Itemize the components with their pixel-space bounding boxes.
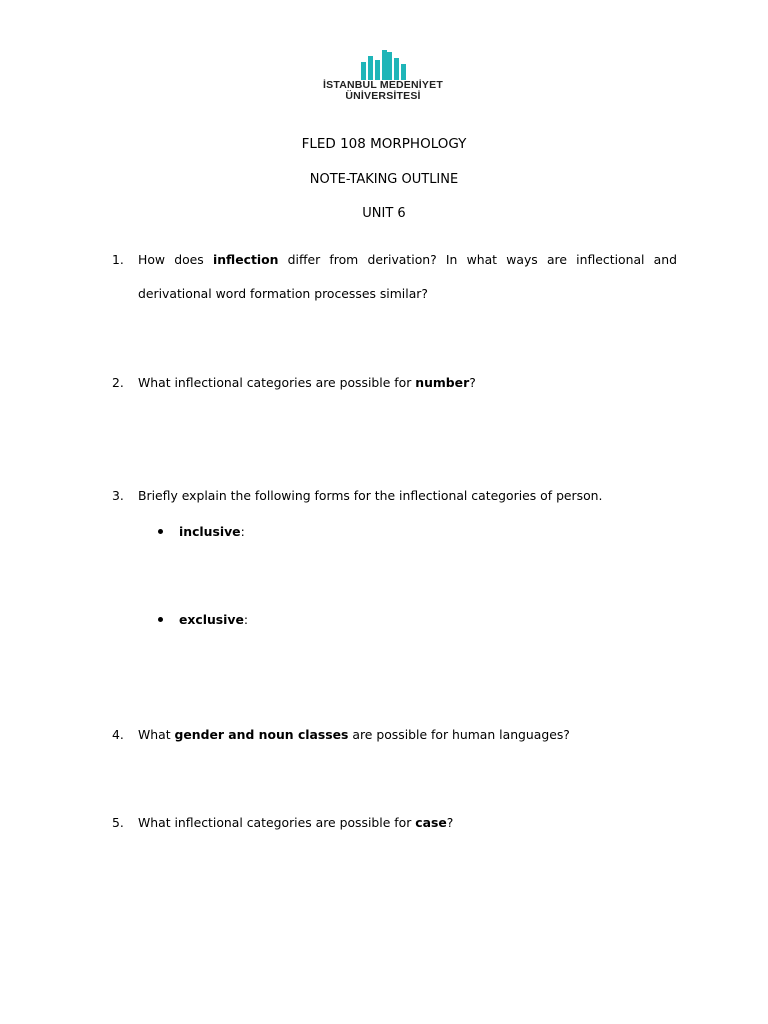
question-number: 3. <box>112 488 124 503</box>
question-2 <box>112 366 677 400</box>
logo-line-2: ÜNİVERSİTESİ <box>345 90 421 102</box>
question-keyword: case <box>415 815 447 830</box>
question-3 <box>112 479 677 513</box>
bullet-term: inclusive <box>179 524 241 539</box>
question-number: 4. <box>112 727 124 742</box>
question-text: What inflectional categories are possible for number? <box>138 375 476 390</box>
unit-label: UNIT 6 <box>362 206 406 221</box>
course-title: FLED 108 MORPHOLOGY <box>301 136 467 152</box>
question-text: Briefly explain the following forms for the inflectional categories of person. <box>138 488 603 503</box>
question-text: What gender and noun classes are possible for human languages? <box>138 727 570 742</box>
question-keyword: gender and noun classes <box>174 727 349 742</box>
university-logo-mark <box>359 50 407 80</box>
question-text: How does inflection differ from derivation? In what ways are inflectional and derivational word formation processes similar? <box>138 252 677 301</box>
university-logo <box>320 50 446 106</box>
question-4 <box>112 718 677 752</box>
question-number: 5. <box>112 815 124 830</box>
bullet-inclusive: inclusive: <box>158 524 245 539</box>
question-keyword: number <box>415 375 470 390</box>
bullet-icon <box>158 617 163 622</box>
question-text: What inflectional categories are possible for case? <box>138 815 454 830</box>
question-5 <box>112 806 677 840</box>
logo-line-1: İSTANBUL MEDENİYET <box>323 79 443 91</box>
document-subtitle: NOTE-TAKING OUTLINE <box>309 172 459 187</box>
bullet-exclusive: exclusive: <box>158 612 248 627</box>
bullet-icon <box>158 529 163 534</box>
question-number: 1. <box>112 252 124 267</box>
question-1 <box>112 243 677 311</box>
question-number: 2. <box>112 375 124 390</box>
bullet-term: exclusive <box>179 612 244 627</box>
question-keyword: inflection <box>212 252 279 267</box>
